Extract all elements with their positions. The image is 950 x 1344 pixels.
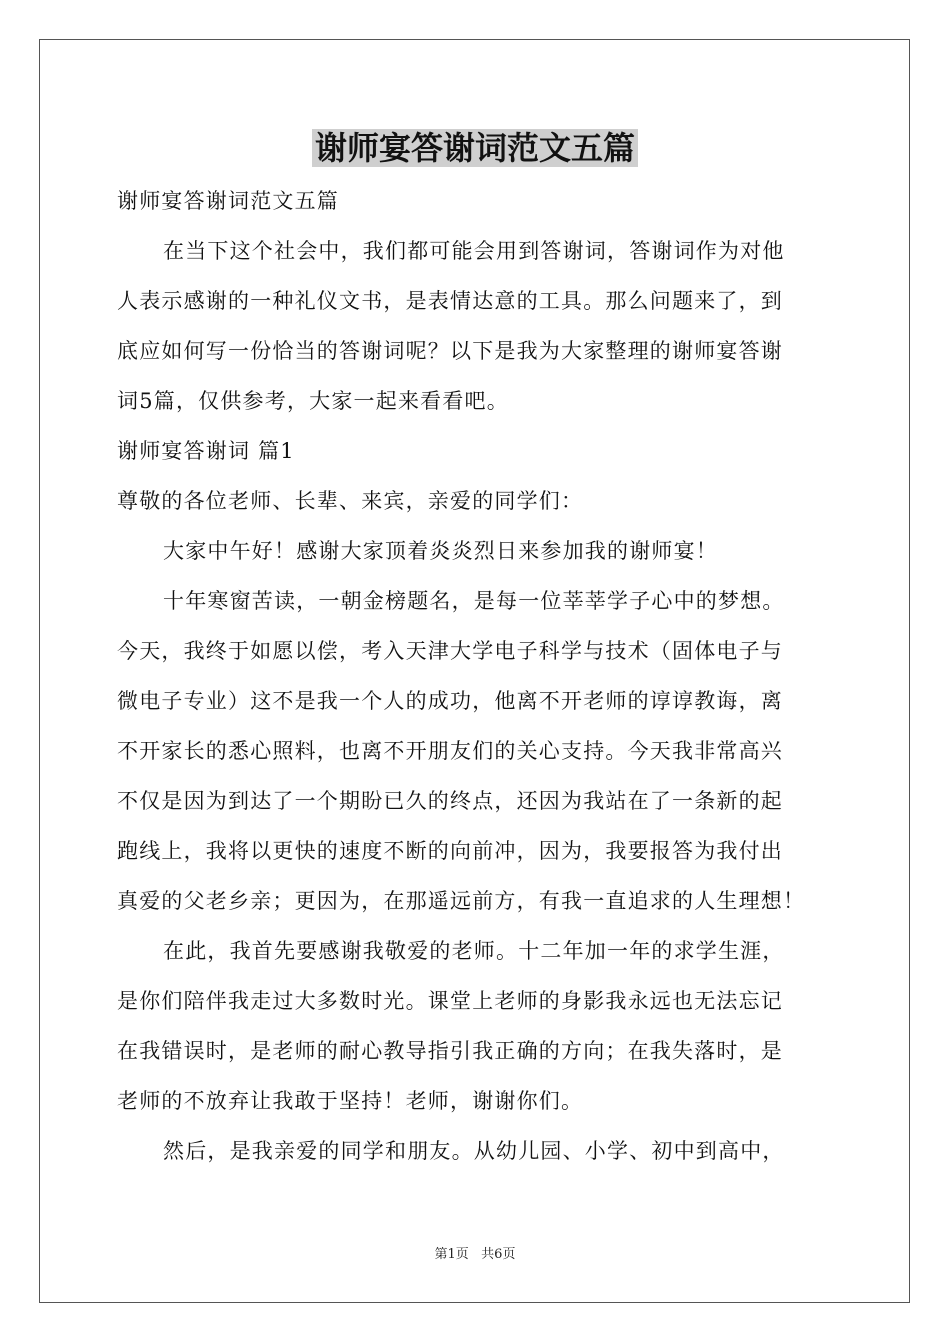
page-footer <box>0 1246 950 1264</box>
body-line: 人表示感谢的一种礼仪文书，是表情达意的工具。那么问题来了，到 <box>117 289 783 313</box>
body-line: 然后，是我亲爱的同学和朋友。从幼儿园、小学、初中到高中， <box>163 1139 785 1163</box>
section-heading: 谢师宴答谢词 篇1 <box>117 439 295 463</box>
body-line: 在当下这个社会中，我们都可能会用到答谢词，答谢词作为对他 <box>163 239 785 263</box>
body-line: 底应如何写一份恰当的答谢词呢？以下是我为大家整理的谢师宴答谢 <box>117 339 783 363</box>
body-line: 真爱的父老乡亲；更因为，在那遥远前方，有我一直追求的人生理想！ <box>117 889 806 913</box>
body-line: 不开家长的悉心照料，也离不开朋友们的关心支持。今天我非常高兴 <box>117 739 783 763</box>
document-body <box>117 176 835 1176</box>
body-line: 跑线上，我将以更快的速度不断的向前冲，因为，我要报答为我付出 <box>117 839 783 863</box>
body-line: 老师的不放弃让我敢于坚持！老师，谢谢你们。 <box>117 1089 584 1113</box>
body-line: 大家中午好！感谢大家顶着炎炎烈日来参加我的谢师宴！ <box>163 539 718 563</box>
body-line: 不仅是因为到达了一个期盼已久的终点，还因为我站在了一条新的起 <box>117 789 783 813</box>
document-title-text: 谢师宴答谢词范文五篇 <box>312 129 638 167</box>
body-line: 是你们陪伴我走过大多数时光。课堂上老师的身影我永远也无法忘记 <box>117 989 783 1013</box>
page-number: 第1页 共6页 <box>434 1247 516 1262</box>
body-line: 谢师宴答谢词范文五篇 <box>117 189 339 213</box>
body-line: 十年寒窗苦读，一朝金榜题名，是每一位莘莘学子心中的梦想。 <box>163 589 785 613</box>
body-line: 在此，我首先要感谢我敬爱的老师。十二年加一年的求学生涯， <box>163 939 785 963</box>
body-line: 今天，我终于如愿以偿，考入天津大学电子科学与技术（固体电子与 <box>117 639 783 663</box>
salutation: 尊敬的各位老师、长辈、来宾，亲爱的同学们： <box>117 489 584 513</box>
body-line: 微电子专业）这不是我一个人的成功，他离不开老师的谆谆教诲，离 <box>117 689 783 713</box>
body-line: 词5篇，仅供参考，大家一起来看看吧。 <box>117 389 509 413</box>
body-line: 在我错误时，是老师的耐心教导指引我正确的方向；在我失落时，是 <box>117 1039 783 1063</box>
document-title <box>0 126 950 170</box>
